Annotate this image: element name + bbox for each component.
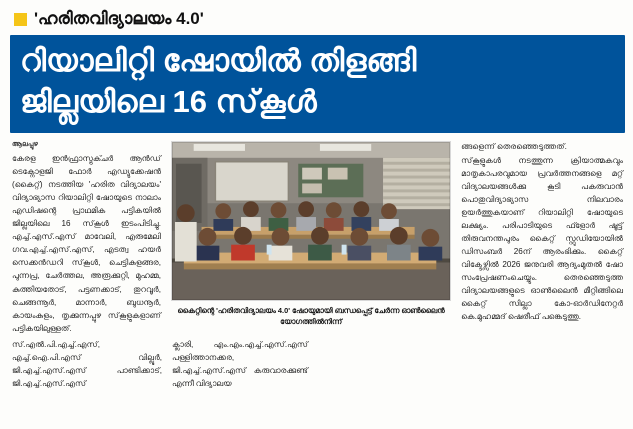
right-paragraph-2: സ്‌കൂളുകള്‍ നടത്തുന്ന ക്രിയാത്മകവും മാതൃകാപരവുമായ പ്രവര്‍ത്തനങ്ങളെ മറ്റ് വിദ്യാലയങ്ങള്‍ക്കു കൂടി പകരുവാന്‍ പൊതുവിദ്യാഭ്യാസ നിലവാരം ഉയര്‍ത്തുകയാണ് റിയാലിറ്റി ഷോയുടെ ലക്ഷ്യം. പരിപാടിയുടെ ഫ്ളോര്‍ ഷൂട്ട് തിരുവനന്തപുരം കൈറ്റ് സ്റ്റുഡിയോയില്‍ ഡിസംബര്‍ 26ന് ആരംഭിക്കും. കൈറ്റ് വിക്ടേഴ്സില്‍ 2026 ജനുവരി ആദ്യംമുതല്‍ ഷോ സംപ്രേഷണംചെയ്യും. തെരഞ്ഞെടുത്ത വിദ്യാലയങ്ങളുടെ ഓണ്‍ലൈന്‍ മീറ്റിങ്ങിലെ കൈറ്റ് സില്ലാ കോ-ഓര്‍ഡിനേറ്റര്‍ കെ.മുഹമ്മദ് ഷെരീഫ് പങ്കെടുത്തു. bbox=[461, 156, 623, 321]
article-body bbox=[0, 133, 633, 336]
bottom-column-2 bbox=[172, 339, 308, 391]
headline-line-2: ജില്ലയിലെ 16 സ്‌കൂള്‍ bbox=[20, 83, 317, 119]
kicker-label: 'ഹരിതവിദ്യാലയം 4.0' bbox=[34, 9, 204, 28]
bottom-paragraph-1: സ്.എല്‍.പി.എച്ച്.എസ്, എച്ച്.ഐ.പി.എസ് വില്ലൂര്‍, ജി.എച്ച്.എസ്.എസ് പാണ്ടിക്കാട്, ജി.എച്ച്.എസ്.എസ് bbox=[12, 340, 162, 388]
headline-band bbox=[10, 35, 625, 133]
column-middle bbox=[171, 141, 451, 336]
left-paragraph-1: കേരള ഇന്‍ഫ്രാസ്ട്രക്ചര്‍ ആന്‍ഡ് ടെക്നോളജി ഫോര്‍ എഡ്യുക്കേഷന്‍ (കൈറ്റ്) നടത്തിയ 'ഹരിത വിദ്യാലയം' വിദ്യാഭ്യാസ റിയാലിറ്റി ഷോയുടെ നാലാം എഡിഷന്റെ പ്രാഥമിക പട്ടികയില്‍ ജില്ലയിലെ 16 സ്‌കൂള്‍ ഇടംപിടിച്ചു. എച്ച്.എസ്.എസ് മാവേലി, എരുമേലി ഗവ.എച്ച്.എസ്.എസ്, എടത്വ ഹയര്‍ സെക്കന്‍ഡറി സ്‌കൂള്‍, ചെട്ടികുളങ്ങര, പുന്നപ്ര, ചേര്‍ത്തല, അരൂക്കുറ്റി, മുഹമ്മ, കുത്തിയതോട്, പട്ടണക്കാട്, തുറവൂര്‍, ചെങ്ങന്നൂര്‍, മാന്നാര്‍, ബുധനൂര്‍, കായംകുളം, തൃക്കുന്നപ്പുഴ സ്‌കൂളുകളാണ് പട്ടികയിലുള്ളത്. bbox=[12, 153, 161, 333]
bottom-paragraph-2: ക്ലാരി, എം.എം.എച്ച്.എസ്.എസ് പള്ളിത്താനക്കര, ജി.എച്ച്.എസ്.എസ് കരുവാരക്കുണ്ട് എന്നീ വിദ്യാലയ bbox=[172, 340, 308, 388]
column-right bbox=[461, 141, 623, 336]
right-paragraph-1: ങ്ങളെന്ന് തെരഞ്ഞെടുത്തത്. bbox=[461, 141, 567, 151]
kicker bbox=[0, 0, 633, 31]
photo-wrap bbox=[171, 141, 451, 301]
headline-line-1: റിയാലിറ്റി ഷോയില്‍ തിളങ്ങി bbox=[20, 42, 417, 78]
bottom-spacer bbox=[318, 339, 481, 391]
column-left bbox=[12, 141, 161, 336]
photo-illustration bbox=[172, 142, 450, 300]
yellow-square-icon bbox=[14, 13, 27, 26]
dateline: ആലപ്പുഴ bbox=[12, 140, 38, 148]
bottom-strip bbox=[0, 335, 633, 391]
classroom-meeting-photo bbox=[171, 141, 451, 301]
photo-caption: കൈറ്റിന്റെ 'ഹരിതവിദ്യാലയം 4.0' ഷോയുമായി ബന്ധപ്പെട്ട് ചേര്‍ന്ന ഓണ്‍ലൈന്‍ യോഗത്തില്‍നിന്ന് bbox=[177, 305, 445, 326]
bottom-column-1 bbox=[12, 339, 162, 391]
